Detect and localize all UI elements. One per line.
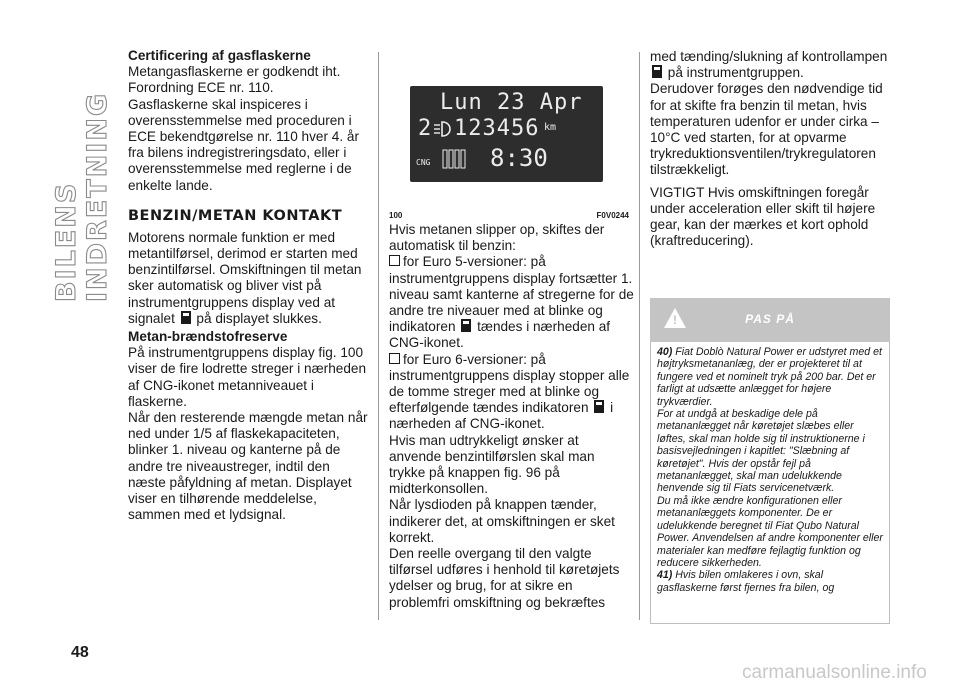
paragraph: Metangasflaskerne er godkendt iht. Forordning ECE nr. 110. — [128, 64, 341, 96]
paragraph: Hvis man udtrykkeligt ønsker at anvende benzintilførslen skal man trykke på knappen fig. 96 på midterkonsollen. — [389, 432, 595, 497]
paragraph: På instrumentgruppens display fig. 100 viser de fire lodrette streger i nærheden af CNG-ikonet metanniveauet i flaskerne. — [128, 345, 367, 409]
warning-paragraph: Du må ikke ændre konfigurationen eller metananlæggets komponenter. De er udelukkende beregnet til Fiat Qubo Natural Power. Anvendelsen af andre komponenter eller materialer kan medføre fejlagtig funktion og reducere sikkerheden. — [657, 494, 883, 569]
paragraph-important: VIGTIGT Hvis omskiftningen foregår under acceleration eller skift til højere gear, kan der mærkes et kort ophold (kraftreducering). — [650, 184, 876, 249]
warning-body — [650, 342, 890, 624]
page-number: 48 — [71, 644, 89, 661]
headlight-icon — [432, 120, 452, 138]
heading-petrol-methane-switch: BENZIN/METAN KONTAKT — [128, 207, 343, 224]
display-gear: 2 — [418, 116, 432, 141]
paragraph: med tænding/slukning af kontrollampen på instrumentgruppen. — [650, 49, 888, 81]
paragraph: Motorens normale funktion er med metantilførsel, derimod er starten med benzintilførsel. Omskiftningen til metan sker automatisk og bliver vist på instrumentgruppens display ved at signalet på displayet slukkes. — [128, 229, 362, 326]
instrument-display-figure — [410, 86, 603, 182]
paragraph: Hvis metanen slipper op, skiftes der automatisk til benzin: — [389, 222, 605, 254]
heading-methane-reserve: Metan-brændstofreserve — [128, 329, 288, 345]
warning-paragraph: For at undgå at beskadige dele på metananlægget når køretøjet slæbes eller løftes, skal man holde sig til instruktionerne i basisvejledningen i kapitlet: "Slæbning af køretøjet". Hvis der opstår fejl på metananlægget, skal man udelukkende henvende sig til Fiats servicenetværk. — [657, 408, 865, 495]
bullet-box-icon — [389, 255, 400, 266]
figure-caption — [389, 211, 629, 220]
column-divider — [639, 52, 640, 620]
fuel-pump-icon — [461, 319, 471, 332]
fuel-pump-icon — [594, 400, 604, 413]
paragraph: Gasflaskerne skal inspiceres i overensstemmelse med proceduren i ECE bekendtgørelse nr. 110 hver 4. år fra bilens indregistreringsdato, eller i overensstemmelse med reglerne i de enkelte lande. — [128, 96, 359, 193]
warning-title: PAS PÅ — [745, 312, 795, 326]
warning-box — [650, 298, 890, 620]
bullet-euro6: for Euro 6-versioner: på instrumentgruppens display stopper alle de tomme streger med at blinke og efterfølgende tændes indikatoren i nærheden af CNG-ikonet. — [389, 351, 630, 432]
column-1 — [128, 48, 368, 523]
section-title: BILENS INDRETNING — [51, 91, 113, 302]
bullet-euro5: for Euro 5-versioner: på instrumentgruppens display fortsætter 1. niveau samt kanterne af stregerne for de andre tre niveauer med at blinke og indikatoren tændes i nærheden af CNG-ikonet. — [389, 254, 634, 351]
paragraph: Derudover forøges den nødvendige tid for at skifte fra benzin til metan, hvis temperaturen udenfor er under cirka –10°C ved starten, for at opvarme trykreduktionsventilen/trykregulatoren tilstrækkeligt. — [650, 81, 883, 178]
display-cng-label: CNG — [416, 158, 431, 167]
fuel-pump-icon — [652, 65, 662, 78]
watermark: carmanualsonline.info — [742, 662, 927, 683]
display-time: 8:30 — [490, 144, 548, 172]
paragraph: Når lysdioden på knappen tænder, indikerer det, at omskiftningen er sket korrekt. — [389, 497, 615, 545]
display-unit: km — [544, 122, 557, 133]
warning-item-41: 41) Hvis bilen omlakeres i ovn, skal gasflaskerne først fjernes fra bilen, og — [657, 569, 835, 594]
fuel-pump-icon — [181, 311, 191, 324]
figure-number: 100 — [389, 211, 403, 220]
heading-certification: Certificering af gasflaskerne — [128, 48, 311, 63]
column-divider — [378, 52, 379, 620]
warning-icon: ! — [664, 308, 686, 328]
cng-level-bars — [442, 146, 468, 170]
paragraph: Når den resterende mængde metan når ned under 1/5 af flaskekapaciteten, blinker 1. niveau og kanterne på de andre tre niveaustreger, indtil den næste påfyldning af metan. Displayet viser en tilhørende meddelelse, sammen med et lydsignal. — [128, 410, 368, 523]
column-3 — [650, 49, 890, 249]
bullet-box-icon — [389, 353, 400, 364]
display-date: Lun 23 Apr — [440, 90, 583, 115]
column-2 — [389, 222, 634, 611]
display-odometer: 123456 — [454, 116, 540, 141]
warning-item-40: 40) Fiat Doblò Natural Power er udstyret med et højtryksmetananlæg, der er projekteret til at fungere ved et nominelt tryk på 200 bar. Det er farligt at udsætte anlægget for højere trykværdier. — [657, 346, 882, 408]
paragraph: Den reelle overgang til den valgte tilførsel udføres i henhold til køretøjets ydelser og brug, for at sikre en problemfri omskiftning og bekræftes — [389, 546, 620, 610]
warning-header — [650, 298, 890, 342]
figure-code: F0V0244 — [596, 211, 629, 220]
